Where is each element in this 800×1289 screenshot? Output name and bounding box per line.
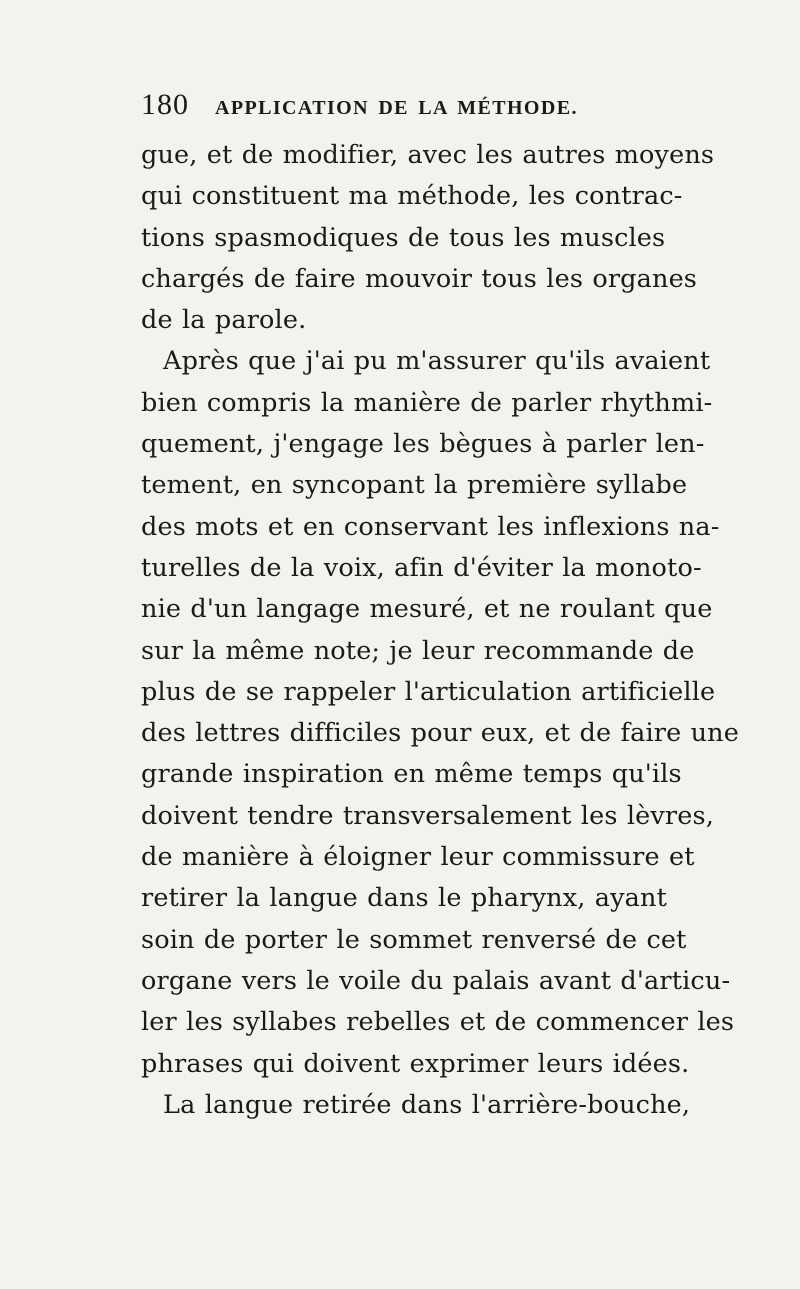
text-line: des lettres difficiles pour eux, et de faire une — [141, 718, 739, 749]
running-head — [141, 88, 721, 122]
text-line: soin de porter le sommet renversé de cet — [141, 924, 687, 955]
text-line: gue, et de modifier, avec les autres moyens — [141, 140, 715, 170]
text-line: tions spasmodiques de tous les muscles — [141, 222, 666, 253]
text-line: de la parole. — [141, 305, 307, 336]
page-number: 180 — [141, 88, 189, 121]
text-line: turelles de la voix, afin d'éviter la monoto- — [141, 552, 702, 583]
text-line: retirer la langue dans le pharynx, ayant — [141, 883, 667, 914]
text-line: Après que j'ai pu m'assurer qu'ils avaient — [163, 346, 711, 377]
text-line: des mots et en conservant les inflexions na- — [141, 511, 720, 542]
running-title: APPLICATION DE LA MÉTHODE. — [215, 97, 578, 119]
text-line: plus de se rappeler l'articulation artificielle — [141, 676, 716, 707]
text-line: La langue retirée dans l'arrière-bouche, — [163, 1089, 691, 1120]
body-text — [141, 135, 741, 1126]
text-line: qui constituent ma méthode, les contrac- — [141, 181, 683, 212]
text-line: doivent tendre transversalement les lèvres, — [141, 800, 715, 831]
text-line: grande inspiration en même temps qu'ils — [141, 759, 682, 790]
text-line: organe vers le voile du palais avant d'articu- — [141, 965, 731, 996]
text-line: nie d'un langage mesuré, et ne roulant que — [141, 594, 713, 625]
text-line: phrases qui doivent exprimer leurs idées. — [141, 1048, 690, 1079]
text-line: ler les syllabes rebelles et de commencer les — [141, 1007, 735, 1038]
text-line: de manière à éloigner leur commissure et — [141, 842, 695, 873]
text-line: sur la même note; je leur recommande de — [141, 635, 695, 666]
text-line: tement, en syncopant la première syllabe — [141, 470, 688, 501]
text-line: chargés de faire mouvoir tous les organes — [141, 263, 698, 294]
text-line: quement, j'engage les bègues à parler len- — [141, 429, 705, 460]
text-line: bien compris la manière de parler rhythmi- — [141, 387, 713, 418]
